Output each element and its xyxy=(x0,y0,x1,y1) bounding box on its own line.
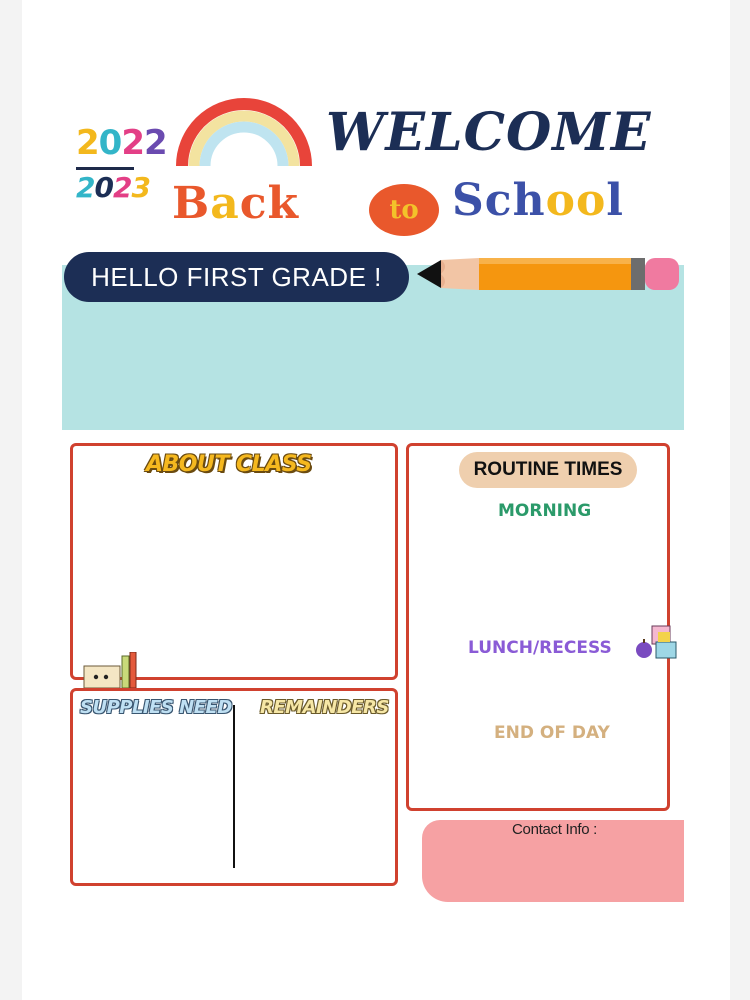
year-bottom: 2023 xyxy=(76,171,150,204)
contact-info-label: Contact Info : xyxy=(512,821,598,838)
page xyxy=(22,0,730,1000)
morning-label: MORNING xyxy=(498,501,592,521)
year-divider xyxy=(76,167,134,170)
hello-banner: HELLO FIRST GRADE ! xyxy=(64,252,409,302)
notebook-pencil-icon xyxy=(82,652,142,690)
pencil-icon xyxy=(417,256,685,292)
about-class-box xyxy=(70,443,398,680)
column-divider xyxy=(233,705,235,868)
supplies-need-title: SUPPLIES NEED xyxy=(80,697,232,718)
year-top: 2022 xyxy=(76,123,167,163)
routine-times-title: ROUTINE TIMES xyxy=(459,452,637,488)
routine-times-box xyxy=(406,443,670,811)
back-title: Back xyxy=(172,178,300,229)
rainbow-icon xyxy=(174,96,314,168)
about-class-title: ABOUT CLASS xyxy=(146,452,312,477)
end-of-day-label: END OF DAY xyxy=(494,723,610,743)
to-bubble: to xyxy=(369,184,439,236)
apple-blocks-icon xyxy=(634,622,680,662)
school-title: School xyxy=(452,175,625,226)
lunch-recess-label: LUNCH/RECESS xyxy=(468,638,612,658)
welcome-title: WELCOME xyxy=(326,102,652,163)
remainders-title: REMAINDERS xyxy=(260,697,389,718)
